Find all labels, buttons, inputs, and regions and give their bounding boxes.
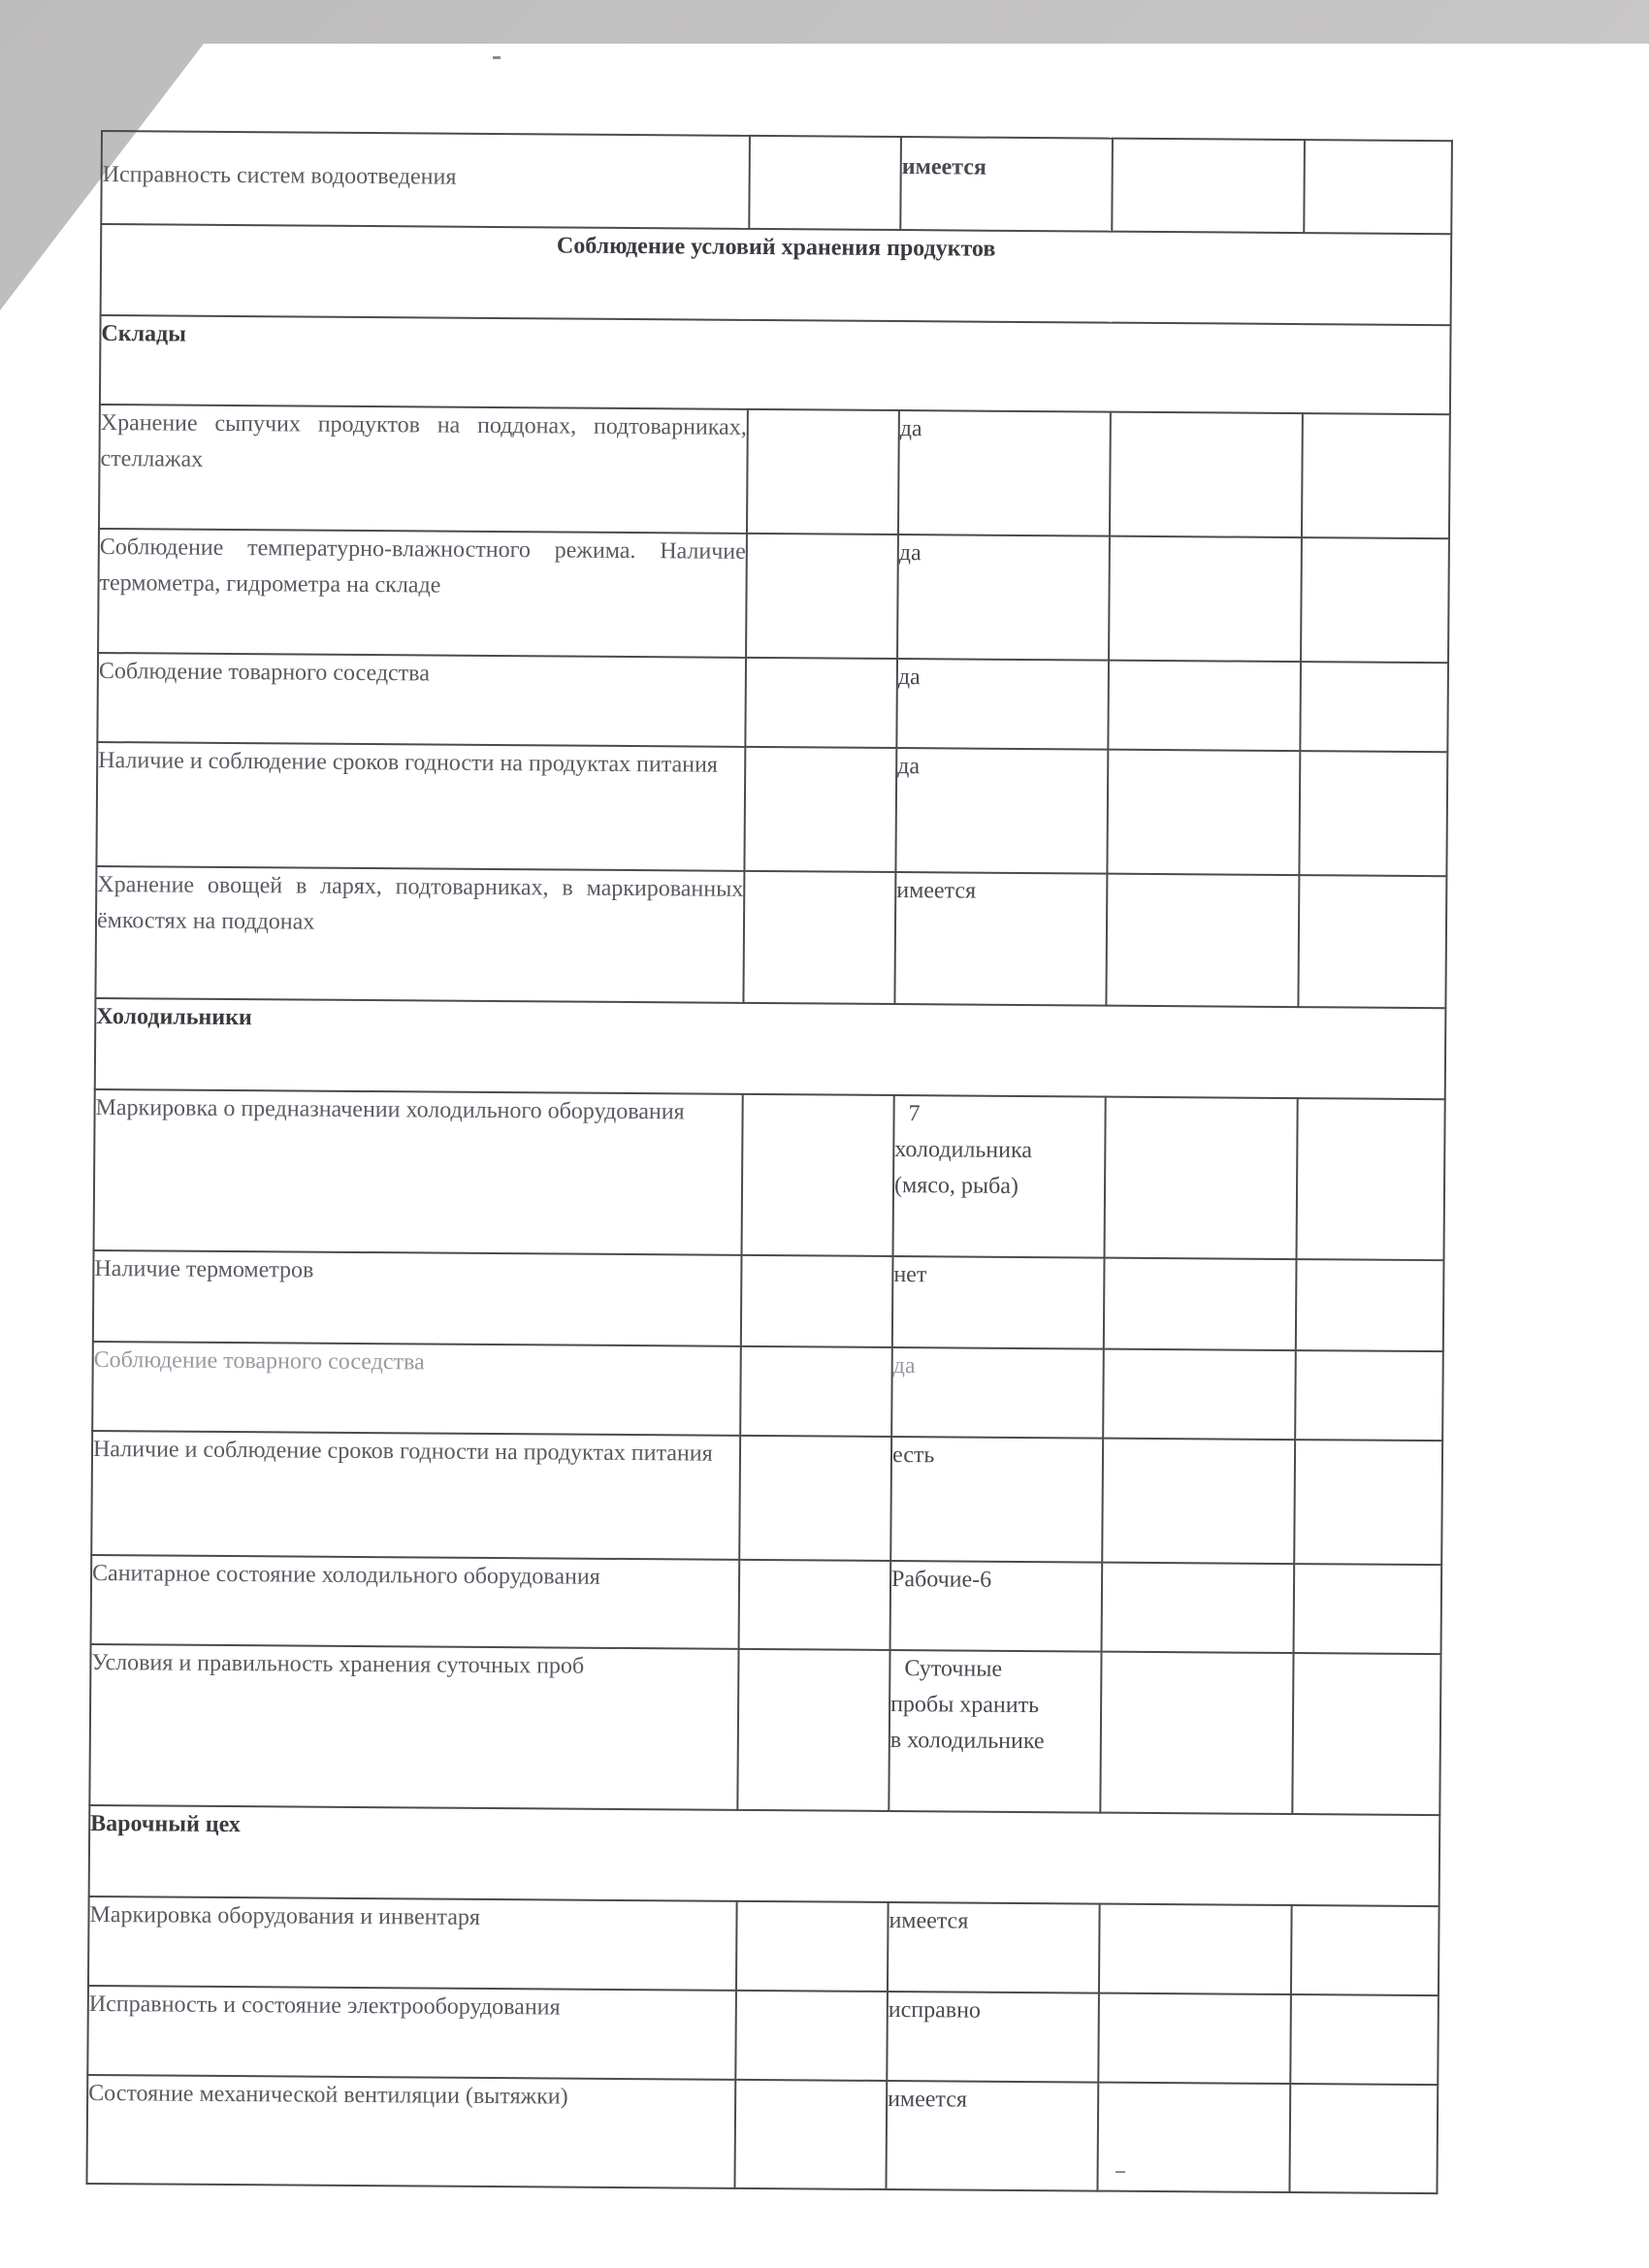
subsection-title-sklady: Склады [100, 315, 1451, 414]
section-title: Соблюдение условий хранения продуктов [101, 224, 1452, 325]
empty-cell [1291, 1905, 1439, 1995]
value-cell: исправно [887, 1992, 1099, 2083]
empty-cell [1105, 1097, 1298, 1259]
empty-cell [737, 1649, 889, 1811]
empty-cell [741, 1255, 893, 1347]
criterion-cell: Условия и правильность хранения суточных проб [89, 1644, 738, 1810]
empty-cell [1109, 536, 1302, 662]
table-row [94, 1089, 1445, 1260]
table-row [88, 1896, 1439, 1995]
value-cell: имеется [888, 1902, 1100, 1993]
value-line: холодильника [894, 1137, 1033, 1164]
empty-cell [1098, 1993, 1291, 2084]
empty-cell [747, 409, 899, 535]
criterion-cell: Исправность систем водоотведения [101, 131, 750, 229]
value-cell: да [896, 659, 1109, 750]
value-cell: Рабочие-6 [890, 1561, 1103, 1652]
value-cell: да [891, 1347, 1104, 1439]
table-row [95, 866, 1446, 1008]
empty-cell [1110, 412, 1303, 537]
empty-cell [744, 747, 896, 872]
empty-cell [1112, 139, 1305, 233]
table-row [91, 1431, 1442, 1565]
empty-cell [749, 136, 901, 230]
empty-cell [736, 1901, 889, 1992]
subsection-title-varochnyi-tsekh: Варочный цех [89, 1805, 1440, 1906]
value-cell: да [897, 535, 1110, 661]
criterion-cell: Соблюдение температурно-влажностного режима. Наличие термометра, гидрометра на складе [98, 529, 747, 658]
table-row [87, 1986, 1439, 2085]
empty-cell [1301, 537, 1449, 663]
table-row [96, 742, 1447, 876]
value-cell: нет [892, 1256, 1105, 1349]
scan-speck [1116, 2171, 1125, 2173]
empty-cell [1294, 1440, 1442, 1565]
criterion-cell: Маркировка о предназначении холодильного оборудования [94, 1089, 743, 1255]
subsection-title-kholodilniki: Холодильники [95, 998, 1446, 1099]
subsection-row [100, 315, 1451, 414]
empty-cell [740, 1346, 892, 1437]
value-cell: да [898, 410, 1111, 536]
table-row [93, 1250, 1444, 1351]
value-cell: имеется [894, 872, 1107, 1006]
empty-cell [1302, 413, 1450, 538]
table-row [99, 405, 1450, 538]
table-row [98, 529, 1449, 663]
table-row [92, 1342, 1443, 1441]
empty-cell [1294, 1564, 1442, 1654]
empty-cell [739, 1560, 891, 1650]
empty-cell [1299, 751, 1447, 876]
criterion-cell: Соблюдение товарного соседства [92, 1342, 741, 1436]
empty-cell [743, 871, 895, 1004]
criterion-cell: Исправность и состояние электрооборудования [87, 1986, 736, 2080]
empty-cell [734, 2080, 887, 2189]
empty-cell [1295, 1350, 1443, 1441]
empty-cell [1102, 1439, 1295, 1564]
empty-cell [1106, 874, 1299, 1007]
table-row [86, 2075, 1438, 2193]
subsection-row [89, 1805, 1440, 1906]
criterion-cell: Наличие термометров [93, 1250, 742, 1346]
empty-cell [1296, 1259, 1444, 1351]
table-row [91, 1555, 1442, 1654]
empty-cell [1300, 662, 1448, 752]
empty-cell [1097, 2083, 1290, 2192]
empty-cell [1107, 750, 1300, 875]
value-cell: имеется [886, 2081, 1098, 2191]
value-cell: имеется [900, 137, 1113, 232]
criterion-cell: Наличие и соблюдение сроков годности на продуктах питания [91, 1431, 740, 1560]
empty-cell [1298, 875, 1446, 1008]
empty-cell [1297, 1098, 1445, 1260]
empty-cell [742, 1094, 894, 1256]
value-cell: есть [890, 1437, 1103, 1563]
empty-cell [745, 658, 897, 748]
empty-cell [735, 1991, 888, 2081]
criterion-cell: Хранение овощей в ларях, подтоварниках, в маркированных ёмкостях на поддонах [95, 866, 744, 1003]
value-line: Суточные [904, 1656, 1003, 1682]
criterion-cell: Наличие и соблюдение сроков годности на продуктах питания [96, 742, 745, 871]
empty-cell [1099, 1904, 1292, 1994]
subsection-row [95, 998, 1446, 1099]
table-row [97, 653, 1448, 752]
table-row [89, 1644, 1440, 1815]
empty-cell [746, 534, 898, 659]
table-row [101, 131, 1452, 234]
section-row [101, 224, 1452, 325]
criterion-cell: Санитарное состояние холодильного оборудования [91, 1555, 740, 1649]
empty-cell [1100, 1652, 1293, 1814]
empty-cell [1108, 661, 1301, 751]
criterion-cell: Соблюдение товарного соседства [97, 653, 746, 747]
empty-cell [1103, 1349, 1296, 1440]
scan-speck [493, 56, 501, 59]
value-line: (мясо, рыба) [893, 1173, 1018, 1200]
empty-cell [1304, 140, 1452, 234]
empty-cell [1104, 1258, 1297, 1350]
value-cell [893, 1095, 1106, 1258]
value-cell: да [895, 748, 1108, 874]
empty-cell [739, 1436, 891, 1561]
value-cell [889, 1650, 1101, 1813]
checklist-table [85, 130, 1452, 2194]
empty-cell [1289, 2084, 1438, 2193]
value-line: в холодильнике [889, 1728, 1045, 1755]
value-line: 7 [908, 1101, 921, 1127]
criterion-cell: Маркировка оборудования и инвентаря [88, 1896, 737, 1991]
value-line: пробы хранить [890, 1692, 1040, 1719]
empty-cell [1292, 1653, 1440, 1815]
empty-cell [1102, 1563, 1295, 1653]
criterion-cell: Состояние механической вентиляции (вытяжки) [86, 2075, 735, 2188]
empty-cell [1290, 1994, 1439, 2085]
criterion-cell: Хранение сыпучих продуктов на поддонах, подтоварниках, стеллажах [99, 405, 748, 534]
